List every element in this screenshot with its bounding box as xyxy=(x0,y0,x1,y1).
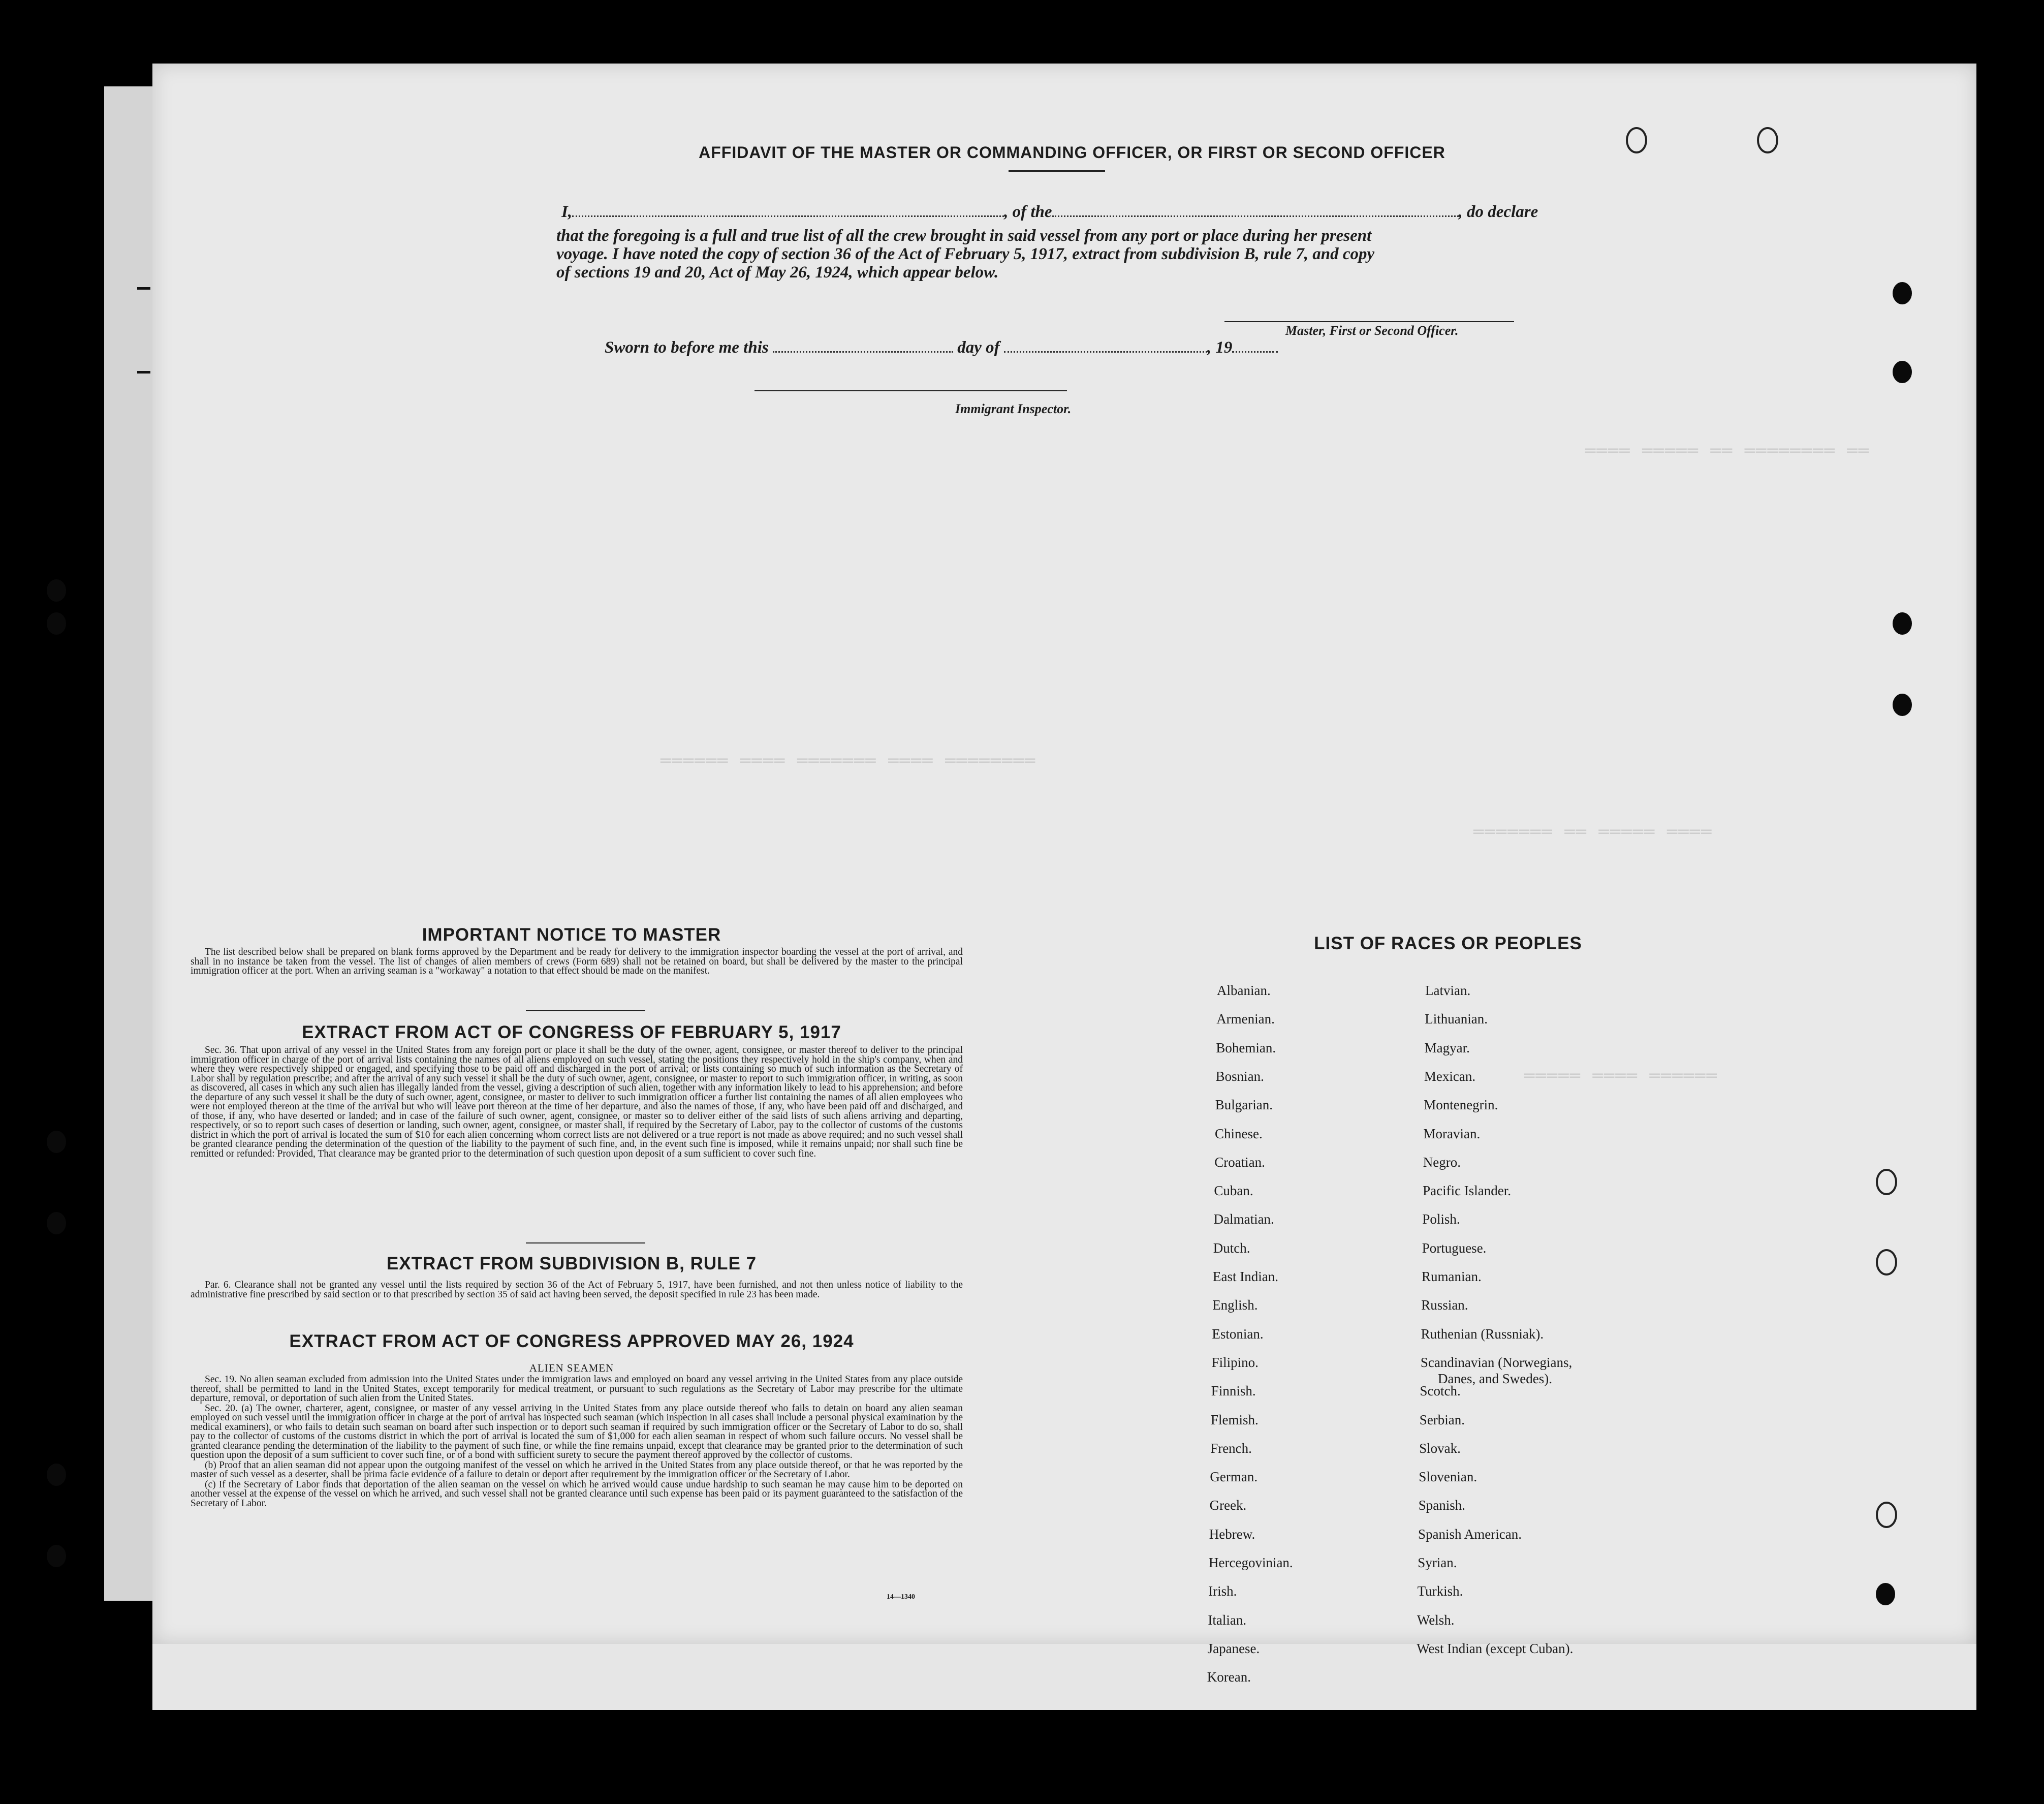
may-1924-text xyxy=(191,1375,963,1509)
feb-1917-heading: EXTRACT FROM ACT OF CONGRESS OF FEBRUARY 5, 1917 xyxy=(302,1022,841,1042)
bleed-through: ═══════ ══ ═════ ════ xyxy=(1473,823,1713,843)
race-item: Flemish. xyxy=(1211,1412,1259,1427)
sec-36-paragraph: Sec. 36. That upon arrival of any vessel in the United States from any foreign port or place it shall be the duty of the owner, agent, consignee, or master thereof to deliver to the principal immigration officer in charge of the port of arrival lists containing the names of all aliens employed on such vessel, stating the positions they respectively hold in the ship's company, when and where they were respectively shipped or engaged, and specifying those to be paid off and discharged in the port of arrival; or lists containing so much of such information as the Secretary of Labor shall by regulation prescribe; and after the arrival of any such vessel it shall be the duty of such owner, agent, consignee, or master to report to such immigration officer, in writing, as soon as discovered, all cases in which any such alien has illegally landed from the vessel, giving a description of such alien, together with any information likely to lead to his apprehension; and before the departure of any such vessel it shall be the duty of such owner, agent, consignee, or master to deliver to such immigration officer a further list containing the names of all alien employees who were not employed thereon at the time of the arrival but who will leave port thereon at the time of her departure, and also the names of those, if any, who have been paid off and discharged, and of those, if any, who have deserted or landed; and in case of the failure of such owner, agent, consignee, or master so to deliver either of the said lists of such aliens arriving and departing, respectively, or so to report such cases of desertion or landing, such owner, agent, consignee, or master shall, if required by the Secretary of Labor, pay to the collector of customs of the customs district in which the port of arrival is located the sum of $10 for each alien concerning whom correct lists are not delivered or a true report is not made as above required; and no such vessel shall be granted clearance pending the determination of the question of the liability to the payment of such fine, and, in the event such fine is imposed, while it remains unpaid; nor shall such fine be remitted or refunded: Provided, That clearance may be granted prior to the determination of such question upon deposit of a sum sufficient to cover such fine. xyxy=(191,1045,963,1159)
race-item: Spanish American. xyxy=(1418,1526,1522,1542)
race-item: Bohemian. xyxy=(1216,1040,1276,1055)
sworn-year-blank xyxy=(1232,338,1278,353)
affidavit-title: AFFIDAVIT OF THE MASTER OR COMMANDING OFFICER, OR FIRST OR SECOND OFFICER xyxy=(699,143,1445,162)
race-item: Armenian. xyxy=(1216,1011,1275,1027)
par-6-paragraph: Par. 6. Clearance shall not be granted any vessel until the lists required by section 36 of the Act of February 5, 1917, have been furnished, and not then unless notice of liability to the administrative fine prescribed by said section or to that prescribed by section 35 of said act having been served, the deposit specified in rule 23 has been made. xyxy=(191,1280,963,1300)
race-item: Japanese. xyxy=(1207,1640,1260,1656)
race-item: East Indian. xyxy=(1213,1269,1278,1284)
inspector-label: Immigrant Inspector. xyxy=(955,401,1072,416)
punch-hole xyxy=(47,1464,66,1486)
race-item: Scotch. xyxy=(1420,1383,1461,1399)
race-item: Hercegovinian. xyxy=(1209,1555,1293,1570)
races-heading: LIST OF RACES OR PEOPLES xyxy=(1314,934,1582,953)
race-item: Portuguese. xyxy=(1422,1240,1487,1256)
punch-hole xyxy=(1876,1249,1897,1276)
race-item: Scandinavian (Norwegians, xyxy=(1420,1354,1573,1370)
race-item: Lithuanian. xyxy=(1425,1011,1488,1027)
race-item: Filipino. xyxy=(1211,1354,1259,1370)
race-item: Bosnian. xyxy=(1215,1068,1264,1084)
rule-7-heading: EXTRACT FROM SUBDIVISION B, RULE 7 xyxy=(386,1254,757,1273)
sworn-month-blank xyxy=(1004,338,1207,353)
title-rule xyxy=(1009,170,1105,172)
year-prefix: , 19 xyxy=(1207,338,1233,357)
race-item: Croatian. xyxy=(1214,1154,1265,1170)
affidavit-of-the: , of the xyxy=(1004,203,1052,221)
race-item: Chinese. xyxy=(1215,1126,1263,1141)
sec-20c-paragraph: (c) If the Secretary of Labor finds that deportation of the alien seaman on the vessel on which he arrived would cause undue hardship to such seaman he may cause him to be deported on another vessel at the expense of the vessel on which he arrived, and such vessel shall not be granted clearance until such expense has been paid or its payment guaranteed to the satisfaction of the Secretary of Labor. xyxy=(191,1479,963,1509)
document-page-bottom xyxy=(152,1644,1976,1710)
race-item: Korean. xyxy=(1207,1669,1251,1685)
punch-hole xyxy=(1893,694,1912,716)
vessel-blank xyxy=(1052,202,1459,217)
punch-hole xyxy=(47,579,66,602)
race-item: Dutch. xyxy=(1213,1240,1250,1256)
bleed-through: ═════ ════ ══════ xyxy=(1524,1067,1718,1086)
race-item: Latvian. xyxy=(1425,983,1471,998)
affidavit-i: I, xyxy=(561,203,573,221)
punch-hole xyxy=(1893,361,1912,383)
day-of-label: day of xyxy=(957,338,1000,357)
punch-hole xyxy=(1893,282,1912,304)
punch-hole xyxy=(47,612,66,635)
sworn-label: Sworn to before me this xyxy=(605,338,769,357)
race-item: Hebrew. xyxy=(1209,1526,1255,1542)
master-notice-heading: IMPORTANT NOTICE TO MASTER xyxy=(422,925,721,945)
bleed-through: ══════ ════ ═══════ ════ ════════ xyxy=(661,752,1036,771)
race-item: West Indian (except Cuban). xyxy=(1417,1640,1574,1656)
affidavit-line-2: that the foregoing is a full and true list of all the crew brought in said vessel from any port or place during her present xyxy=(556,227,1372,245)
race-item: Danes, and Swedes). xyxy=(1438,1371,1552,1386)
race-item: Polish. xyxy=(1422,1211,1460,1227)
race-item: Greek. xyxy=(1209,1498,1247,1513)
punch-hole xyxy=(1876,1502,1897,1528)
master-notice-text xyxy=(191,948,963,977)
sec-19-paragraph: Sec. 19. No alien seaman excluded from admission into the United States under the immigration laws and employed on board any vessel arriving in the United States from any place outside thereof, shall be permitted to land in the United States, except temporarily for medical treatment, or pursuant to such regulations as the Secretary of Labor may prescribe for the ultimate departure, removal, or deportation of such alien from the United States. xyxy=(191,1374,963,1404)
bleed-through: ════ ═════ ══ ════════ ══ xyxy=(1585,442,1870,461)
race-item: Slovenian. xyxy=(1419,1469,1477,1485)
form-number: 14—1340 xyxy=(887,1593,915,1601)
race-item: English. xyxy=(1212,1297,1258,1313)
edge-mark xyxy=(137,287,150,290)
master-signature-line xyxy=(1224,321,1514,322)
race-item: Irish. xyxy=(1208,1583,1237,1599)
race-item: Serbian. xyxy=(1419,1412,1465,1427)
race-item: Cuban. xyxy=(1214,1183,1253,1199)
alien-seamen-subheading: ALIEN SEAMEN xyxy=(529,1362,614,1374)
punch-hole xyxy=(1893,612,1912,635)
affidavit-line-1 xyxy=(561,202,1538,222)
race-item: Welsh. xyxy=(1417,1612,1455,1628)
sec-20b-paragraph: (b) Proof that an alien seaman did not appear upon the outgoing manifest of the vessel on which he arrived in the United States from any place outside thereof, or that he was reported by the master of such vessel as a deserter, shall be prima facie evidence of a failure to detain or deport after requirement by the immigration officer or the Secretary of Labor. xyxy=(191,1459,963,1480)
section-rule xyxy=(526,1010,645,1011)
race-item: Ruthenian (Russniak). xyxy=(1421,1326,1544,1342)
punch-hole xyxy=(1757,127,1778,153)
race-item: Finnish. xyxy=(1211,1383,1256,1399)
race-item: Negro. xyxy=(1423,1154,1461,1170)
race-item: Turkish. xyxy=(1417,1583,1463,1599)
race-item: Montenegrin. xyxy=(1424,1097,1498,1113)
affidavit-declare: , do declare xyxy=(1458,203,1538,221)
rule-7-text xyxy=(191,1281,963,1300)
punch-hole xyxy=(47,1131,66,1153)
race-item: Albanian. xyxy=(1217,983,1271,998)
race-item: Slovak. xyxy=(1419,1440,1461,1456)
race-item: Bulgarian. xyxy=(1215,1097,1273,1113)
race-item: Syrian. xyxy=(1418,1555,1457,1570)
race-item: Rumanian. xyxy=(1422,1269,1482,1284)
punch-hole xyxy=(47,1545,66,1567)
master-label: Master, First or Second Officer. xyxy=(1285,323,1459,338)
master-notice-paragraph: The list described below shall be prepared on blank forms approved by the Department and be ready for delivery to the immigration inspector boarding the vessel at the port of arrival, and shall in no instance be taken from the vessel. The list of changes of alien members of crews (Form 689) shall not be retained on board, but shall be delivered by the master to the principal immigration officer at the port. When an arriving seaman is a "workaway" a notation to that effect should be made on the manifest. xyxy=(191,947,963,976)
race-item: Italian. xyxy=(1208,1612,1247,1628)
edge-mark xyxy=(137,371,150,374)
affidavit-line-3: voyage. I have noted the copy of section 36 of the Act of February 5, 1917, extract from subdivision B, rule 7, and copy xyxy=(556,245,1375,263)
inspector-signature-line xyxy=(754,390,1067,391)
punch-hole xyxy=(1876,1169,1897,1195)
punch-hole xyxy=(1876,1583,1895,1605)
affidavit-line-4: of sections 19 and 20, Act of May 26, 1924, which appear below. xyxy=(556,263,999,282)
race-item: Spanish. xyxy=(1418,1498,1465,1513)
race-item: Pacific Islander. xyxy=(1423,1183,1512,1199)
race-item: German. xyxy=(1210,1469,1258,1485)
race-item: Estonian. xyxy=(1212,1326,1264,1342)
punch-hole xyxy=(47,1212,66,1234)
section-rule xyxy=(526,1242,645,1243)
race-item: Russian. xyxy=(1421,1297,1468,1313)
punch-hole xyxy=(1626,127,1647,153)
sworn-day-blank xyxy=(773,338,953,353)
race-item: Dalmatian. xyxy=(1213,1211,1274,1227)
may-1924-heading: EXTRACT FROM ACT OF CONGRESS APPROVED MAY 26, 1924 xyxy=(289,1331,854,1351)
race-item: French. xyxy=(1210,1440,1252,1456)
race-item: Moravian. xyxy=(1423,1126,1481,1141)
feb-1917-text xyxy=(191,1046,963,1159)
name-blank xyxy=(572,202,1004,217)
sec-20a-paragraph: Sec. 20. (a) The owner, charterer, agent, consignee, or master of any vessel arriving in the United States from any place outside thereof who fails to detain on board any alien seaman employed on such vessel until the immigration officer in charge at the port of arrival has inspected such seaman (which inspection in all cases shall include a personal physical examination by the medical examiners), or who fails to detain such seaman on board after such inspection or to deport such seaman if required by such immigration officer or the Secretary of Labor to do so, shall pay to the collector of customs of the customs district in which the port of arrival is located the sum of $1,000 for each alien seaman in respect of whom such failure occurs. No vessel shall be granted clearance pending the determination of the liability to the payment of such fine, or while the fine remains unpaid, except that clearance may be granted prior to the determination of such question upon the deposit of a sum sufficient to cover such fine, or of a bond with sufficient surety to secure the payment thereof approved by the collector of customs. xyxy=(191,1403,963,1460)
race-item: Mexican. xyxy=(1424,1068,1476,1084)
sworn-line xyxy=(605,338,1278,357)
race-item: Magyar. xyxy=(1424,1040,1470,1055)
